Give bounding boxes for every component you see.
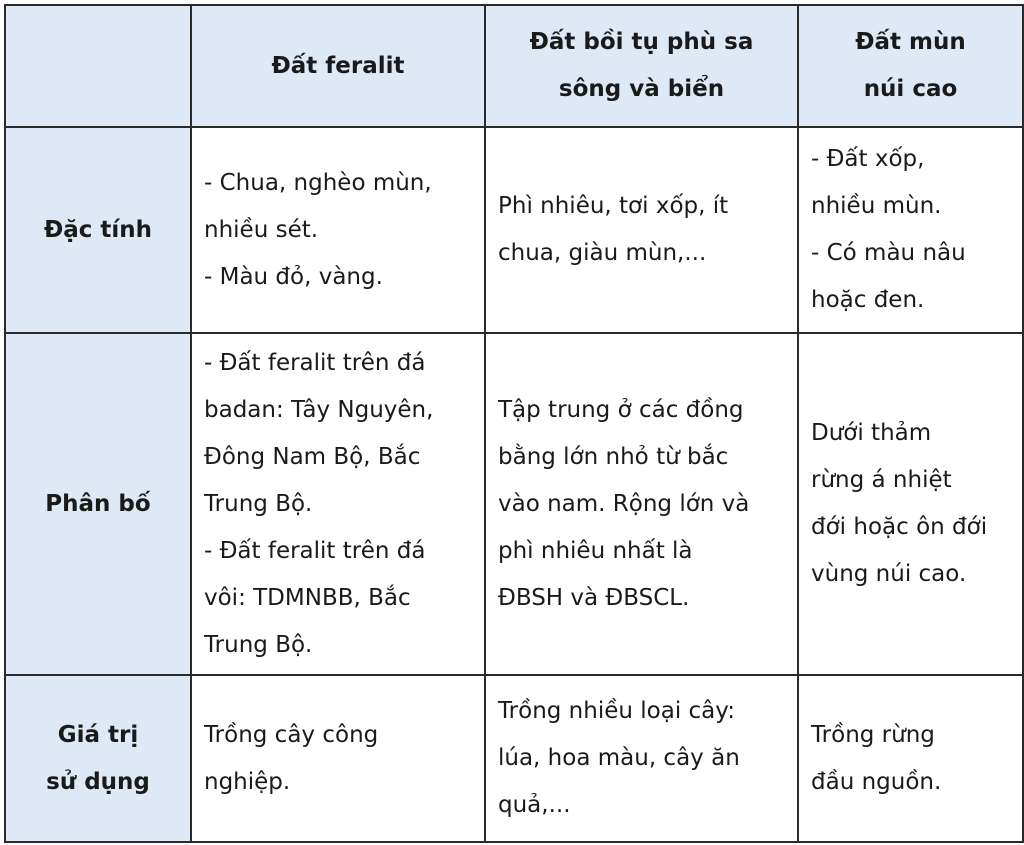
row-header-usage-value bbox=[5, 675, 191, 842]
cell-line: nghiệp. bbox=[204, 768, 291, 795]
cell-line: vùng núi cao. bbox=[811, 561, 967, 587]
header-line: Đất mùn bbox=[855, 29, 966, 55]
row-distribution bbox=[5, 333, 1023, 675]
header-row bbox=[5, 5, 1023, 127]
cell-line: rừng á nhiệt bbox=[811, 467, 952, 493]
cell-line: - Đất feralit trên đá bbox=[204, 537, 426, 564]
cell-line: Trồng nhiều loại cây: bbox=[498, 698, 735, 724]
cell-usage-alluvial bbox=[485, 675, 798, 842]
cell-usage-feralit bbox=[191, 675, 485, 842]
header-line: sông và biển bbox=[558, 76, 725, 102]
row-header-characteristics bbox=[5, 127, 191, 333]
cell-line: hoặc đen. bbox=[811, 287, 925, 313]
cell-line: - Đất feralit trên đá bbox=[204, 349, 426, 376]
row-usage-value bbox=[5, 675, 1023, 842]
cell-usage-mountain-humus bbox=[798, 675, 1023, 842]
cell-distribution-alluvial bbox=[485, 333, 798, 675]
cell-line: - Có màu nâu bbox=[811, 240, 966, 266]
cell-line: - Đất xốp, bbox=[811, 146, 925, 172]
cell-line: Trồng cây công bbox=[204, 721, 379, 748]
row-header-line: Đặc tính bbox=[43, 216, 153, 243]
soil-comparison-table bbox=[4, 4, 1024, 843]
cell-line: badan: Tây Nguyên, bbox=[204, 396, 434, 423]
corner-cell bbox=[5, 5, 191, 127]
row-header-distribution bbox=[5, 333, 191, 675]
cell-line: lúa, hoa màu, cây ăn bbox=[498, 745, 740, 771]
row-header-line: sử dụng bbox=[46, 768, 150, 795]
cell-characteristics-mountain-humus bbox=[798, 127, 1023, 333]
cell-line: Tập trung ở các đồng bbox=[498, 396, 744, 423]
cell-line: đầu nguồn. bbox=[811, 768, 942, 795]
cell-line: ĐBSH và ĐBSCL. bbox=[498, 584, 690, 611]
cell-line: phì nhiêu nhất là bbox=[498, 537, 693, 564]
cell-line: nhiều sét. bbox=[204, 216, 319, 243]
header-line: núi cao bbox=[863, 76, 958, 102]
header-line: Đất feralit bbox=[271, 52, 405, 79]
cell-line: Trung Bộ. bbox=[204, 490, 313, 517]
column-header-mountain-humus bbox=[798, 5, 1023, 127]
row-characteristics bbox=[5, 127, 1023, 333]
cell-line: đới hoặc ôn đới bbox=[811, 514, 988, 540]
cell-line: nhiều mùn. bbox=[811, 193, 942, 219]
cell-characteristics-feralit bbox=[191, 127, 485, 333]
cell-line: Dưới thảm bbox=[811, 420, 932, 446]
row-header-line: Phân bố bbox=[45, 490, 151, 517]
column-header-alluvial bbox=[485, 5, 798, 127]
cell-distribution-feralit bbox=[191, 333, 485, 675]
cell-line: Trồng rừng bbox=[811, 721, 935, 748]
cell-line: Trung Bộ. bbox=[204, 631, 313, 658]
cell-line: vôi: TDMNBB, Bắc bbox=[204, 584, 411, 611]
cell-line: vào nam. Rộng lớn và bbox=[498, 490, 750, 517]
cell-line: chua, giàu mùn,... bbox=[498, 240, 707, 266]
cell-line: - Màu đỏ, vàng. bbox=[204, 263, 383, 290]
cell-line: quả,... bbox=[498, 792, 571, 818]
cell-distribution-mountain-humus bbox=[798, 333, 1023, 675]
cell-line: Phì nhiêu, tơi xốp, ít bbox=[498, 193, 729, 219]
cell-line: bằng lớn nhỏ từ bắc bbox=[498, 443, 729, 470]
cell-line: Đông Nam Bộ, Bắc bbox=[204, 443, 421, 470]
row-header-line: Giá trị bbox=[57, 721, 139, 748]
column-header-feralit bbox=[191, 5, 485, 127]
header-line: Đất bồi tụ phù sa bbox=[529, 29, 754, 55]
cell-characteristics-alluvial bbox=[485, 127, 798, 333]
cell-line: - Chua, nghèo mùn, bbox=[204, 169, 432, 196]
